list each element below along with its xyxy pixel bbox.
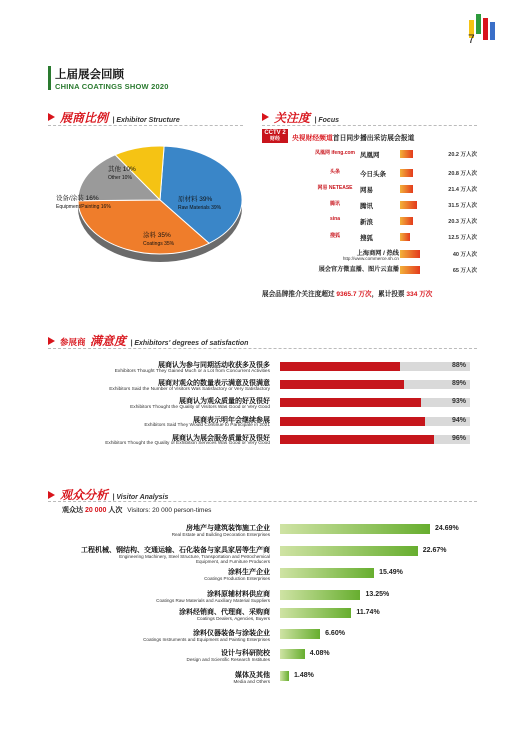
visitor-label-en: Coatings Production Enterprises [204,575,270,581]
media-value: 20.3 万人次 [448,219,477,225]
visitor-bar [280,524,430,534]
visitor-bar [280,671,289,681]
page-number: 7 [468,32,475,46]
media-name: 展会官方微直播、图片云直播 [318,266,399,273]
media-bar [400,185,413,193]
media-logo: 腾讯 [329,201,340,207]
visitor-label-en: Coatings Instruments and Equipment and Painting Enterprises [143,636,270,642]
visitor-label: 涂料生产企业 [228,569,270,576]
pie-label-raw-materials: 原材料 39% Raw Materials 39% [178,196,222,211]
arrow-icon [48,337,55,345]
media-logo: sina [329,216,340,222]
media-name: 今日头条 [360,171,386,178]
media-row [262,199,477,212]
visitor-bar [280,590,360,600]
media-logo: 凤凰网 ifeng.com [314,150,355,156]
satisfaction-label: 展商认为展会服务质量好及很好 [172,434,270,442]
media-logo: 网易 NETEASE [317,185,353,191]
media-bar [400,169,413,177]
media-bar [400,201,417,209]
visitor-bar [280,629,320,639]
satisfaction-label: 展商认为观众质量的好及很好 [179,398,270,406]
satisfaction-title: 满意度 [89,334,126,348]
media-row [262,148,477,161]
media-name: 凤凰网 [360,152,380,159]
visitor-bar [280,649,305,659]
visitor-bar [280,546,418,556]
visitor-label: 涂料经销商、代理商、采购商 [179,609,270,616]
media-name: 网易 [360,187,373,194]
visitor-label: 工程机械、钢结构、交通运输、石化装备与家具家居等生产商 [81,547,270,554]
satisfaction-value: 88% [452,362,467,369]
visitor-label: 房地产与建筑装饰施工企业 [186,525,270,532]
visitor-label-en: Coatings Raw Materials and Auxiliary Material Suppliers [156,597,270,603]
media-row [262,264,477,277]
visitor-bar [280,568,374,578]
visitor-value: 13.25% [365,591,390,598]
media-bar [400,217,413,225]
visitor-value: 11.74% [356,609,380,616]
satisfaction-title-en: Exhibitors' degrees of satisfaction [134,340,249,347]
visitor-label-en: Coatings Dealers, Agencies, Buyers [196,615,270,621]
media-row [262,167,477,180]
media-value: 40 万人次 [452,252,477,258]
pie-label-other: 其他 10% Other 10% [108,166,136,181]
focus-title: 关注度 [274,111,311,125]
media-bar [400,266,420,274]
media-logo: 头条 [329,169,340,175]
satisfaction-header: 参展商 满意度 | Exhibitors' degrees of satisfaction [60,334,249,348]
page-subtitle: CHINA COATINGS SHOW 2020 [55,82,169,91]
media-value: 20.2 万人次 [448,152,477,158]
satisfaction-label-en: Exhibitors Said They Would Continue to Participate in 2021 [144,423,270,429]
visitor-value: 1.48% [293,672,314,679]
pie-label-coatings: 涂料 35% Coatings 35% [143,232,175,247]
visitor-title-en: Visitor Analysis [116,494,169,501]
media-name: 新浪 [360,219,373,226]
media-name: 腾讯 [360,203,373,210]
media-row [262,248,477,261]
visitor-value: 6.60% [325,630,345,637]
satisfaction-label-en: Exhibitors Said the Number of Visitors Was Satisfactory or Very Satisfactory [109,386,270,392]
media-name: 上海商网 / 热线 [356,250,399,257]
satisfaction-value: 93% [452,398,467,406]
media-value: 21.4 万人次 [448,187,477,193]
media-bar [400,233,410,241]
visitor-label-en: Design and Scientific Research Institutes [186,656,270,662]
cctv-logo: CCTV 2 财经 [262,129,288,143]
satisfaction-value: 89% [452,380,467,388]
satisfaction-label-en: Exhibitors Thought the Quality of Visitors Was Good or Very Good [130,404,270,410]
satisfaction-label-en: Exhibitors Thought the Quality of Exhibition Services Was Good or Very Good [105,441,270,447]
satisfaction-value: 94% [452,416,467,424]
satisfaction-bar [280,435,434,444]
satisfaction-label: 展商表示明年会继续参展 [193,416,270,424]
visitor-label: 涂料仪器装备与涂装企业 [193,630,270,637]
cctv-line: 央视财经频道首日同步播出采访展会报道 [292,135,415,142]
pie-label-equipment: 设备/涂装 16% Equipment/Painting 16% [56,195,111,210]
exhibitor-structure-title: 展商比例 [60,111,109,125]
visitor-label-en: Real Estate and Building Decoration Enterprises [171,531,270,537]
page-title: 上届展会回顾 [55,69,124,81]
arrow-icon [48,491,55,499]
media-row [262,183,477,196]
visitor-header: 观众分析 | Visitor Analysis [60,488,169,502]
media-bar [400,150,413,158]
media-url: http://www.commerce.sh.cn [342,256,399,261]
media-value: 20.8 万人次 [448,171,477,177]
visitor-label: 涂料原辅材料供应商 [207,591,270,598]
media-bar [400,250,420,258]
visitor-bar [280,608,351,618]
visitor-value: 22.67% [422,547,447,554]
header-accent [48,66,51,90]
focus-summary: 展会品牌推介关注度超过 9365.7 万次，累计投票 334 万次 [262,291,433,298]
media-name: 搜狐 [360,235,373,242]
satisfaction-bar [280,398,421,407]
satisfaction-label-en: Exhibitors Thought They Gained Much or a Lot from Concurrent Activities [114,368,270,374]
visitor-value: 15.49% [379,569,403,576]
media-logo: 搜狐 [329,233,340,239]
visitor-value: 4.08% [309,650,330,657]
media-value: 12.5 万人次 [448,235,477,241]
satisfaction-bar [280,380,404,389]
media-value: 31.5 万人次 [448,203,477,209]
media-value: 65 万人次 [452,268,477,274]
visitor-count: 观众达 20 000 人次 Visitors: 20 000 person-times [62,507,212,514]
exhibitor-structure-title-en: Exhibitor Structure [116,117,180,124]
visitor-label-en: Engineering Machinery, Steel Structure, Transportation and Petrochemical [119,553,270,559]
satisfaction-label: 展商认为参与同期活动收获多及很多 [158,362,270,369]
satisfaction-value: 96% [452,434,467,442]
visitor-label-en: Media and Others [233,678,270,684]
media-row [262,215,477,228]
media-row [262,231,477,244]
focus-header: 关注度 | Focus [274,111,339,125]
visitor-label: 设计与科研院校 [221,650,270,657]
satisfaction-bar [280,362,400,371]
arrow-icon [262,113,269,121]
exhibitor-structure-header: 展商比例 | Exhibitor Structure [60,111,180,125]
focus-title-en: Focus [318,117,339,124]
visitor-label-en: Equipment, and Furniture Producers [195,558,270,564]
satisfaction-label: 展商对观众的数量表示满意及很满意 [158,380,270,388]
satisfaction-bar [280,417,425,426]
visitor-value: 24.69% [435,525,459,532]
visitor-label: 媒体及其他 [235,672,270,679]
arrow-icon [48,113,55,121]
visitor-title: 观众分析 [60,488,109,502]
